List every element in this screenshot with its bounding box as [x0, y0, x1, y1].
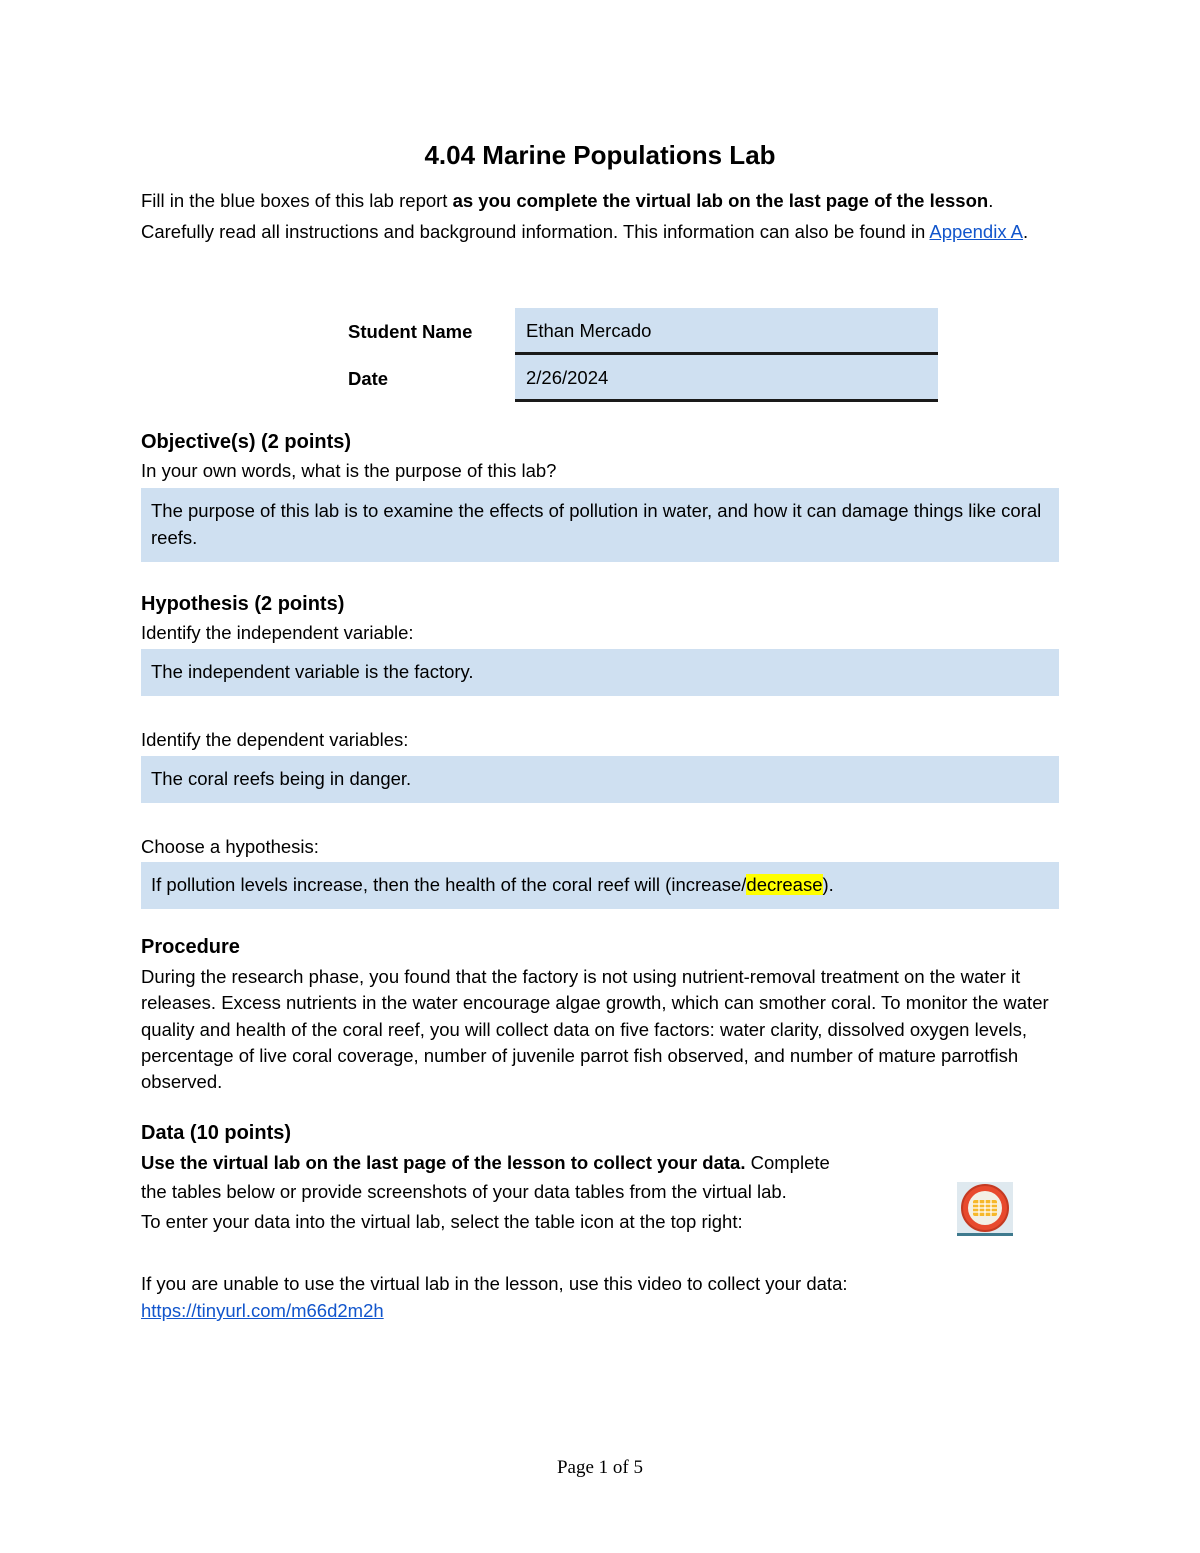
procedure-heading: Procedure	[141, 936, 240, 958]
choose-hypothesis-prompt: Choose a hypothesis:	[141, 836, 319, 857]
independent-variable-prompt: Identify the independent variable:	[141, 622, 414, 643]
hypothesis-highlight: decrease	[746, 874, 823, 895]
student-name-label: Student Name	[348, 321, 473, 342]
date-field[interactable]: 2/26/2024	[515, 355, 938, 402]
data-instructions	[141, 1149, 941, 1237]
video-link[interactable]: https://tinyurl.com/m66d2m2h	[141, 1300, 384, 1321]
hypothesis-text: If pollution levels increase, then the health of the coral reef will (increase/	[151, 874, 747, 895]
page-number: 1	[598, 1457, 609, 1478]
data-instruction-complete: Complete	[745, 1152, 830, 1173]
objective-heading: Objective(s) (2 points)	[141, 431, 352, 453]
page-title: 4.04 Marine Populations Lab	[424, 140, 776, 170]
intro-text: Fill in the blue boxes of this lab report	[141, 190, 453, 211]
procedure-paragraph: During the research phase, you found that the factory is not using nutrient-removal treatment on the water it releases. Excess nutrients in the water encourage algae growth, which can smother coral. To monitor the water quality and health of the coral reef, you will collect data on five factors: water clarity, dissolved oxygen levels, percentage of live coral coverage, number of juvenile parrot fish observed, and number of mature parrotfish observed.	[141, 966, 1049, 1093]
dependent-variable-answer-box[interactable]: The coral reefs being in danger.	[141, 756, 1059, 803]
date-row	[348, 355, 938, 402]
page-footer	[0, 1457, 1200, 1479]
data-instruction-line2: the tables below or provide screenshots of your data tables from the virtual lab.	[141, 1181, 787, 1202]
student-name-field[interactable]: Ethan Mercado	[515, 308, 938, 355]
objective-answer-box[interactable]: The purpose of this lab is to examine the effects of pollution in water, and how it can damage things like coral reefs.	[141, 488, 1059, 562]
intro-text-continued: . Carefully read all instructions and background information. This information can also be found in	[141, 190, 994, 242]
page-word: Page	[556, 1457, 594, 1478]
of-word: of	[612, 1457, 629, 1478]
data-heading: Data (10 points)	[141, 1122, 292, 1144]
student-info-table	[348, 308, 938, 402]
intro-bold-text: as you complete the virtual lab on the last page of the lesson	[452, 190, 989, 211]
video-instruction: If you are unable to use the virtual lab in the lesson, use this video to collect your data:	[141, 1273, 848, 1294]
dependent-variable-prompt: Identify the dependent variables:	[141, 729, 409, 750]
hypothesis-answer-box[interactable]	[141, 862, 1059, 909]
objective-prompt: In your own words, what is the purpose of this lab?	[141, 460, 557, 481]
intro-paragraph	[141, 186, 1061, 247]
hypothesis-text-end: ).	[822, 874, 834, 895]
intro-period: .	[1023, 220, 1029, 242]
data-bold-instruction: Use the virtual lab on the last page of the lesson to collect your data.	[141, 1152, 746, 1173]
independent-variable-answer-box[interactable]: The independent variable is the factory.	[141, 649, 1059, 696]
appendix-a-link[interactable]: Appendix A	[929, 220, 1024, 242]
table-icon	[957, 1182, 1013, 1236]
date-label: Date	[348, 368, 389, 389]
student-name-row	[348, 308, 938, 355]
hypothesis-heading: Hypothesis (2 points)	[141, 593, 345, 615]
data-instruction-line3: To enter your data into the virtual lab, select the table icon at the top right:	[141, 1211, 743, 1232]
page-total: 5	[633, 1457, 643, 1478]
